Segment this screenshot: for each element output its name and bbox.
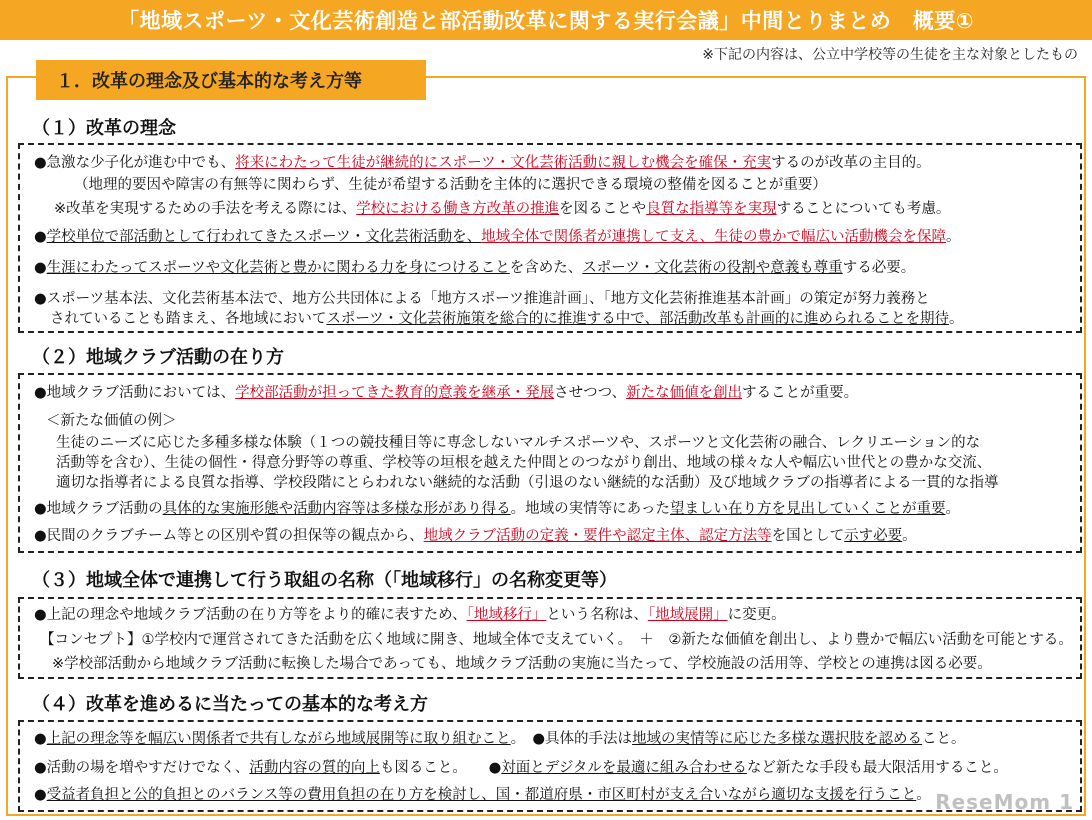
- s1-line-2: （地理的要因や障害の有無等に関わらず、生徒が希望する活動を主体的に選択できる環境の整備を図ることが重要）: [74, 177, 827, 193]
- s2-line-6: ●地域クラブ活動の具体的な実施形態や活動内容等は多様な形があり得る。地域の実情等にあった望ましい在り方を見出していくことが重要。: [34, 501, 961, 517]
- subsection-heading-2: （２）地域クラブ活動の在り方: [32, 347, 284, 368]
- scope-note: ※下記の内容は、公立中学校等の生徒を主な対象としたもの: [702, 47, 1078, 63]
- s1-line-4: ●学校単位で部活動として行われてきたスポーツ・文化芸術活動を、地域全体で関係者が連携して支え、生徒の豊かで幅広い活動機会を保障。: [34, 229, 961, 245]
- subsection-box-4: [18, 720, 1082, 812]
- subsection-box-2: [18, 373, 1082, 553]
- s3-line-2: 【コンセプト】①学校内で運営されてきた活動を広く地域に開き、地域全体で支えていく。 ＋ ②新たな価値を創出し、より豊かで幅広い活動を可能とする。: [40, 632, 1073, 648]
- s3-line-3: ※学校部活動から地域クラブ活動に転換した場合であっても、地域クラブ活動の実施に当たって、学校施設の活用等、学校との連携は図る必要。: [52, 656, 992, 672]
- s2-line-5: 適切な指導者による良質な指導、学校段階にとらわれない継続的な活動（引退のない継続的な活動）及び地域クラブの指導者による一貫的な指導: [56, 475, 999, 491]
- s3-line-1: ●上記の理念や地域クラブ活動の在り方等をより的確に表すため、「地域移行」という名称は、「地域展開」に変更。: [34, 607, 786, 623]
- s2-line-7: ●民間のクラブチーム等との区別や質の担保等の観点から、地域クラブ活動の定義・要件や認定主体、認定方法等を国として示す必要。: [34, 528, 917, 544]
- s2-line-2: ＜新たな価値の例＞: [46, 413, 177, 429]
- page-title: 「地域スポーツ・文化芸術創造と部活動改革に関する実行会議」中間とりまとめ 概要①: [0, 0, 1092, 40]
- s2-line-3: 生徒のニーズに応じた多種多様な体験（１つの競技種目等に専念しないマルチスポーツや、スポーツと文化芸術の融合、レクリエーション的な: [56, 435, 981, 451]
- s2-line-4: 活動等を含む）、生徒の個性・得意分野等の尊重、学校等の垣根を越えた仲間とのつながり創出、地域の様々な人や幅広い世代との豊かな交流、: [56, 455, 992, 471]
- s1-line-7: されていることも踏まえ、各地域においてスポーツ・文化芸術施策を総合的に推進する中で、部活動改革も計画的に進められることを期待。: [50, 311, 964, 327]
- subsection-box-1: [18, 143, 1082, 333]
- s4-line-3: ●受益者負担と公的負担とのバランス等の費用負担の在り方を検討し、国・都道府県・市区町村が支え合いながら適切な支援を行うこと。: [34, 787, 931, 803]
- s2-line-1: ●地域クラブ活動においては、学校部活動が担ってきた教育的意義を継承・発展させつつ、新たな価値を創出することが重要。: [34, 385, 859, 401]
- s4-line-2: ●活動の場を増やすだけでなく、活動内容の質的向上も図ること。 ●対面とデジタルを最適に組み合わせるなど新たな手段も最大限活用すること。: [34, 760, 1008, 776]
- subsection-heading-1: （１）改革の理念: [32, 118, 176, 139]
- s1-line-5: ●生涯にわたってスポーツや文化芸術と豊かに関わる力を身につけることを含めた、スポーツ・文化芸術の役割や意義も尊重する必要。: [34, 260, 916, 276]
- watermark-logo: ReseMom 1: [935, 790, 1074, 814]
- s1-line-3: ※改革を実現するための手法を考える際には、学校における働き方改革の推進を図ることや良質な指導等を実現することについても考慮。: [54, 201, 951, 217]
- s1-line-1: ●急激な少子化が進む中でも、将来にわたって生徒が継続的にスポーツ・文化芸術活動に親しむ機会を確保・充実するのが改革の主目的。: [34, 155, 931, 171]
- subsection-heading-3: （３）地域全体で連携して行う取組の名称（「地域移行」の名称変更等）: [32, 570, 617, 591]
- s4-line-1: ●上記の理念等を幅広い関係者で共有しながら地域展開等に取り組むこと。 ●具体的手法は地域の実情等に応じた多様な選択肢を認めること。: [34, 731, 966, 747]
- subsection-heading-4: （４）改革を進めるに当たっての基本的な考え方: [32, 694, 428, 715]
- page-number: 1: [1059, 790, 1074, 814]
- s1-line-6: ●スポーツ基本法、文化芸術基本法で、地方公共団体による「地方スポーツ推進計画」、「地方文化芸術推進基本計画」の策定が努力義務と: [34, 291, 930, 307]
- subsection-box-3: [18, 597, 1082, 679]
- section-heading: １．改革の理念及び基本的な考え方等: [36, 60, 426, 100]
